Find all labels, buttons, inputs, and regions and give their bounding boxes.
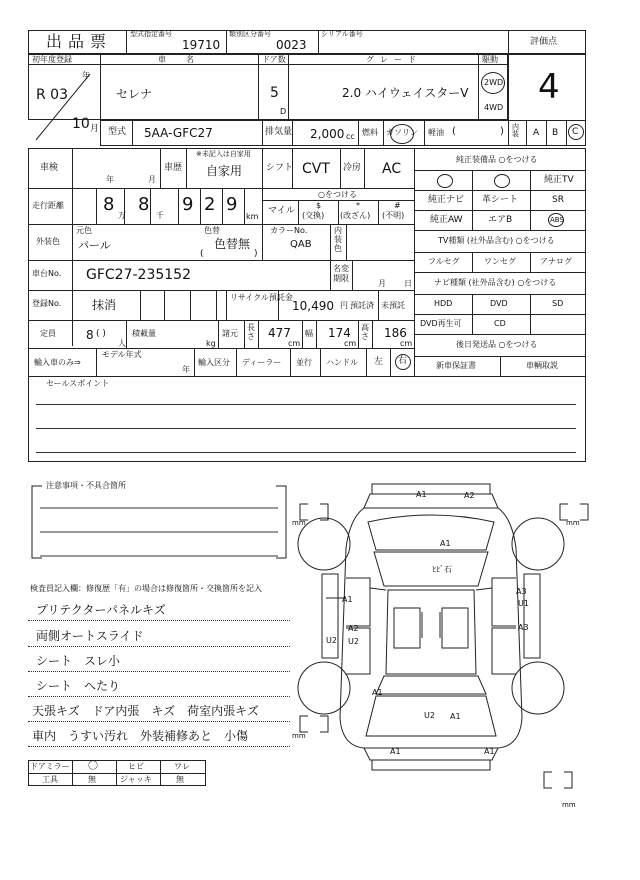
repaint-value: 色替無 (214, 237, 251, 251)
mm-front-left: mm (292, 519, 306, 527)
import-label: 輸入車のみ⇒ (34, 358, 81, 367)
load-label: 積載量 (132, 329, 156, 338)
damage-mark: A2 (348, 624, 359, 633)
mm-rear-right: mm (562, 801, 576, 809)
damage-mark: U2 (326, 636, 337, 645)
unknown-symbol: # (394, 201, 401, 210)
history-note: ※未記入は自家用 (196, 150, 251, 158)
inspection-label: 車検 (40, 163, 59, 173)
reg-no-label: 登録No. (32, 299, 62, 308)
unit-man: 万 (118, 211, 126, 220)
eq-airbag: エアB (488, 215, 513, 225)
tampered-option: (改ざん) (340, 211, 371, 220)
mm-front-right: mm (566, 519, 580, 527)
score-label: 評価点 (530, 37, 558, 47)
tv-oneseg: ワンセグ (484, 257, 516, 266)
damage-mark: A2 (464, 491, 475, 500)
oil-bracket-close: ) (500, 126, 504, 137)
unit-sen: 千 (156, 211, 164, 220)
eq-tv: 純正TV (544, 175, 574, 185)
model-designation-label: 型式指定番号 (130, 30, 172, 38)
height-unit: cm (400, 339, 413, 348)
navi-type-label: ナビ種類 (社外品含む) ○をつける (434, 278, 557, 287)
handle-right: 右 (398, 356, 408, 366)
split-label: ワレ (174, 762, 190, 771)
displacement-label: 排気量 (265, 127, 293, 137)
chassis-label: 車台No. (32, 269, 62, 278)
tampered-symbol: * (356, 201, 360, 210)
repaint-bracket-open: ( (200, 249, 204, 259)
parallel-option: 並行 (296, 358, 312, 367)
serial-label: シリアル番号 (321, 30, 363, 38)
damage-mark: U2 (424, 711, 435, 720)
mirror-mark: 〇 (88, 761, 98, 772)
jack-value: 無 (176, 775, 184, 784)
capacity-value: 8 (86, 328, 94, 342)
capacity-label: 定員 (40, 329, 56, 338)
repaint-label: 色替 (204, 226, 220, 235)
shift-value: CVT (302, 161, 330, 177)
navi-hdd: HDD (434, 299, 453, 308)
color-no: QAB (290, 239, 312, 250)
recycle-unpaid: 未預託 (381, 301, 405, 310)
mile-option: マイル (268, 206, 295, 216)
category-label: 類別区分番号 (229, 30, 271, 38)
height-label: 高さ (361, 323, 369, 341)
tv-fullseg: フルセグ (428, 257, 460, 266)
note-line: 天張キズ ドア内張 キズ 荷室内張キズ (32, 704, 259, 718)
damage-mark: A3 (518, 623, 529, 632)
drive-2wd: 2WD (484, 78, 504, 87)
eq-aw: 純正AW (430, 215, 463, 225)
score-value: 4 (538, 67, 560, 107)
history-label: 車歴 (164, 163, 183, 173)
damage-mark: A1 (416, 490, 427, 499)
interior-b: B (552, 128, 559, 138)
width-unit: cm (344, 339, 357, 348)
recycle-label: リサイクル預託金 (230, 293, 293, 302)
navi-sd: SD (552, 299, 564, 308)
grade-value: 2.0 ハイウェイスターV (342, 86, 469, 100)
later-warranty: 新車保証書 (436, 361, 476, 370)
model-label: 型式 (108, 127, 127, 137)
length-label: 長さ (247, 323, 255, 341)
first-reg-month: 10 (72, 116, 90, 132)
color-label: 外装色 (36, 237, 60, 246)
width-value: 174 (328, 326, 351, 340)
mileage-digit: 2 (204, 194, 216, 215)
damage-mark: A3 (516, 587, 527, 596)
damage-mark: A1 (484, 747, 495, 756)
exchange-symbol: $ (316, 201, 322, 210)
model-value: 5AA-GFC27 (144, 126, 213, 140)
dimensions-label: 諸元 (222, 329, 238, 338)
form-title: 出品票 (46, 32, 113, 51)
sunroof-circle-mark (437, 174, 453, 188)
tv-analog: アナログ (540, 257, 572, 266)
interior-a: A (533, 128, 540, 138)
inspection-year-unit: 年 (106, 175, 114, 184)
model-year-unit: 年 (182, 365, 190, 374)
orig-color-label: 元色 (76, 226, 92, 235)
later-manual: 車輌取説 (526, 361, 558, 370)
capacity-bracket: ( ) (96, 329, 106, 339)
inspection-month-unit: 月 (148, 175, 156, 184)
recycle-amount: 10,490 (292, 299, 334, 313)
mileage-digit: 8 (138, 194, 150, 215)
inspector-label: 検査員記入欄：修復歴「有」の場合は修復箇所・交換箇所を記入 (30, 584, 262, 593)
note-line: 両側オートスライド (36, 629, 144, 643)
navi-dvd-play: DVD再生可 (420, 319, 462, 328)
model-designation: 19710 (182, 38, 221, 52)
door-type: D (280, 107, 287, 116)
color-no-label: カラーNo. (270, 226, 308, 235)
mm-rear-left: mm (292, 732, 306, 740)
eq-sr: SR (552, 195, 564, 205)
notes-label: 注意事項・不具合箇所 (46, 481, 126, 490)
damage-mark: U1 (518, 599, 529, 608)
mileage-digit: 8 (103, 194, 115, 215)
length-value: 477 (268, 326, 291, 340)
interior-label: 内装 (512, 123, 519, 138)
eq-abs: ABS (550, 216, 564, 224)
oil-label: 軽油 (428, 128, 444, 137)
sales-point-label: セールスポイント (46, 379, 110, 388)
damage-mark: A1 (372, 688, 383, 697)
car-name-label: 車名 (158, 55, 214, 64)
notes-bracket (28, 481, 290, 560)
displacement-unit: cc (346, 132, 355, 141)
damage-mark: ﾋﾋﾞ石 (432, 565, 452, 574)
eq-navi: 純正ナビ (428, 195, 465, 205)
doors-label: ドア数 (262, 55, 286, 64)
navi-dvd: DVD (490, 299, 508, 308)
load-unit: kg (206, 339, 216, 348)
eq-leather: 革シート (482, 195, 519, 205)
mileage-label: 走行距離 (32, 201, 64, 210)
oil-bracket-open: ( (452, 126, 456, 137)
damage-mark: A1 (440, 539, 451, 548)
fuel-label: 燃料 (362, 128, 378, 137)
first-reg-label: 初年度登録 (32, 55, 72, 64)
displacement-value: 2,000 (310, 127, 345, 141)
note-line: 車内 うすい汚れ 外装補修あと 小傷 (32, 729, 249, 743)
damage-mark: A1 (450, 712, 461, 721)
import-type-label: 輸入区分 (198, 358, 230, 367)
drive-4wd: 4WD (484, 103, 504, 112)
car-name: セレナ (116, 87, 153, 101)
name-change-month-unit: 月 (378, 279, 386, 288)
unknown-option: (不明) (382, 211, 405, 220)
height-value: 186 (384, 326, 407, 340)
length-unit: cm (288, 339, 301, 348)
equipment-label: 純正装備品 ○をつける (456, 155, 538, 164)
shift-label: シフト (266, 163, 294, 173)
category-number: 0023 (276, 38, 307, 52)
dealer-option: ディーラー (242, 358, 282, 367)
fuel-value: ガソリン (386, 128, 418, 137)
tools-label: 工具 (42, 775, 58, 784)
first-reg-era: R 03 (36, 87, 68, 103)
month-unit: 月 (90, 124, 100, 134)
mile-circle-note: ○をつける (318, 190, 357, 199)
recycle-status: 預託済 (350, 301, 374, 310)
repaint-bracket-close: ) (254, 249, 258, 259)
grade-label: グレード (366, 55, 422, 64)
tools-value: 無 (88, 775, 96, 784)
recycle-unit: 円 (340, 301, 348, 310)
reg-no: 抹消 (92, 298, 117, 312)
doors-value: 5 (270, 85, 279, 101)
history-value: 自家用 (206, 164, 243, 178)
tv-type-label: TV種類 (社外品含む) ○をつける (438, 236, 555, 245)
name-change-label: 名変期限 (333, 264, 349, 283)
orig-color: パール (78, 239, 111, 252)
tv-circle-mark (494, 174, 510, 188)
aircon-value: AC (382, 161, 402, 177)
unit-km: km (246, 212, 259, 221)
mileage-digit: 9 (182, 194, 194, 215)
mirror-label: ドアミラー (30, 762, 70, 771)
year-unit: 年 (82, 71, 90, 80)
interior-c: C (572, 127, 579, 137)
capacity-unit: 人 (118, 339, 126, 348)
note-line: プリテクターパネルキズ (36, 603, 166, 617)
damage-mark: U2 (348, 637, 359, 646)
mileage-digit: 9 (226, 194, 238, 215)
model-year-label: モデル年式 (102, 350, 142, 359)
jack-label: ジャッキ (120, 775, 152, 784)
aircon-label: 冷房 (343, 163, 362, 173)
width-label: 幅 (305, 329, 313, 338)
name-change-day-unit: 日 (404, 279, 412, 288)
interior-color-label: 内装色 (334, 226, 342, 253)
note-line: シート へたり (36, 679, 121, 693)
drive-label: 駆動 (482, 55, 498, 64)
handle-label: ハンドル (326, 358, 358, 367)
later-label: 後日発送品 ○をつける (456, 340, 538, 349)
car-damage-diagram (290, 478, 600, 818)
chassis-number: GFC27-235152 (86, 267, 191, 283)
damage-mark: A1 (342, 595, 353, 604)
note-line: シート スレ小 (36, 654, 121, 668)
handle-left: 左 (374, 357, 384, 367)
crack-label: ヒビ (128, 762, 144, 771)
navi-cd: CD (494, 319, 506, 328)
exchange-option: (交換) (302, 211, 325, 220)
damage-mark: A1 (390, 747, 401, 756)
